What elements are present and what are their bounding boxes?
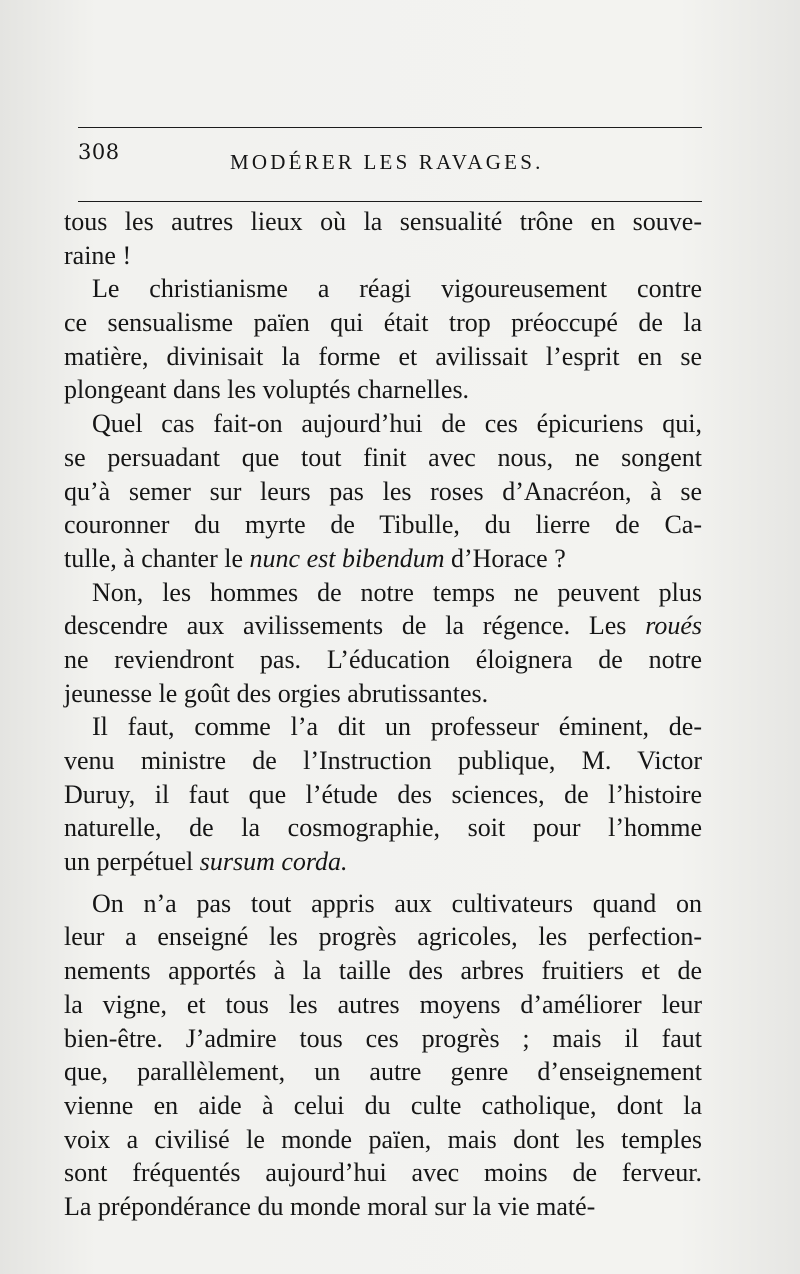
text-segment: tous les autres lieux où la sensualité trône en souve-	[64, 207, 702, 236]
text-line	[64, 475, 702, 509]
text-line	[64, 1156, 702, 1190]
text-segment: On n’a pas tout appris aux cultivateurs quand on	[92, 888, 702, 918]
text-segment: venu ministre de l’Instruction publique, M. Victor	[64, 746, 702, 775]
text-line	[64, 1022, 702, 1056]
text-line	[64, 340, 702, 374]
body-text	[64, 205, 702, 1224]
text-line	[64, 845, 702, 879]
text-segment: voix a civilisé le monde païen, mais dont les temples	[64, 1124, 702, 1154]
text-segment: Non, les hommes de notre temps ne peuvent plus	[92, 577, 702, 607]
text-line	[64, 306, 702, 340]
text-line	[64, 710, 702, 744]
text-line	[64, 576, 702, 610]
text-line	[64, 407, 702, 441]
text-segment: leur a enseigné les progrès agricoles, les perfection-	[64, 922, 702, 952]
text-line	[64, 677, 702, 711]
text-line	[64, 1089, 702, 1123]
text-line	[64, 441, 702, 475]
italic-text: nunc est bibendum	[249, 543, 445, 573]
text-line	[64, 272, 702, 306]
text-segment: descendre aux avilissements de la régence. Les	[64, 611, 646, 641]
text-line	[64, 508, 702, 542]
text-segment: vienne en aide à celui du culte catholique, dont la	[64, 1090, 702, 1120]
text-line	[64, 542, 702, 576]
text-line	[64, 1190, 702, 1224]
text-line	[64, 1055, 702, 1089]
text-segment: Il faut, comme l’a dit un professeur éminent, de-	[92, 712, 702, 742]
text-segment: tulle, à chanter le	[64, 543, 250, 573]
text-segment: ce sensualisme païen qui était trop préoccupé de la	[64, 308, 702, 338]
text-segment: La prépondérance du monde moral sur la vie maté-	[64, 1191, 596, 1221]
text-line	[64, 887, 702, 921]
text-line	[64, 988, 702, 1022]
text-segment: Le christianisme a réagi vigoureusement contre	[92, 274, 702, 304]
text-segment: ne reviendront pas. L’éducation éloignera de notre	[64, 644, 702, 674]
text-segment: d’Horace ?	[444, 543, 566, 573]
text-segment: la vigne, et tous les autres moyens d’améliorer leur	[64, 989, 702, 1019]
italic-text: sursum corda.	[199, 847, 348, 877]
text-line	[64, 954, 702, 988]
text-segment: matière, divinisait la forme et avilissait l’esprit en se	[64, 341, 702, 371]
page-number: 308	[78, 140, 120, 164]
text-segment: couronner du myrte de Tibulle, du lierre de Ca-	[64, 510, 702, 540]
text-segment: Duruy, il faut que l’étude des sciences, de l’histoire	[64, 779, 702, 809]
text-line	[64, 1123, 702, 1157]
text-line	[64, 239, 702, 273]
text-segment: Quel cas fait-on aujourd’hui de ces épicuriens qui,	[92, 409, 702, 439]
text-line	[64, 609, 702, 643]
text-segment: qu’à semer sur leurs pas les roses d’Anacréon, à se	[64, 476, 702, 506]
italic-text: roués	[645, 611, 702, 641]
text-segment: sont fréquentés aujourd’hui avec moins de ferveur.	[64, 1158, 702, 1188]
text-line	[64, 373, 702, 407]
text-segment: naturelle, de la cosmographie, soit pour l’homme	[64, 813, 702, 843]
text-segment: un perpétuel	[64, 847, 200, 877]
text-line	[64, 778, 702, 812]
text-segment: nements apportés à la taille des arbres fruitiers et de	[64, 956, 702, 986]
text-segment: que, parallèlement, un autre genre d’enseignement	[64, 1057, 702, 1087]
text-segment: jeunesse le goût des orgies abrutissantes.	[64, 678, 489, 708]
text-segment: plongeant dans les voluptés charnelles.	[64, 375, 470, 405]
text-segment: bien-être. J’admire tous ces progrès ; mais il faut	[64, 1023, 702, 1053]
header-bottom-rule	[78, 201, 702, 202]
text-line	[64, 811, 702, 845]
running-title: MODÉRER LES RAVAGES.	[230, 150, 544, 174]
text-line	[64, 643, 702, 677]
text-segment: se persuadant que tout finit avec nous, ne songent	[64, 442, 702, 472]
header-top-rule	[78, 127, 702, 128]
text-segment: raine !	[64, 240, 132, 270]
text-line	[64, 920, 702, 954]
text-line	[64, 744, 702, 778]
text-line	[64, 205, 702, 239]
